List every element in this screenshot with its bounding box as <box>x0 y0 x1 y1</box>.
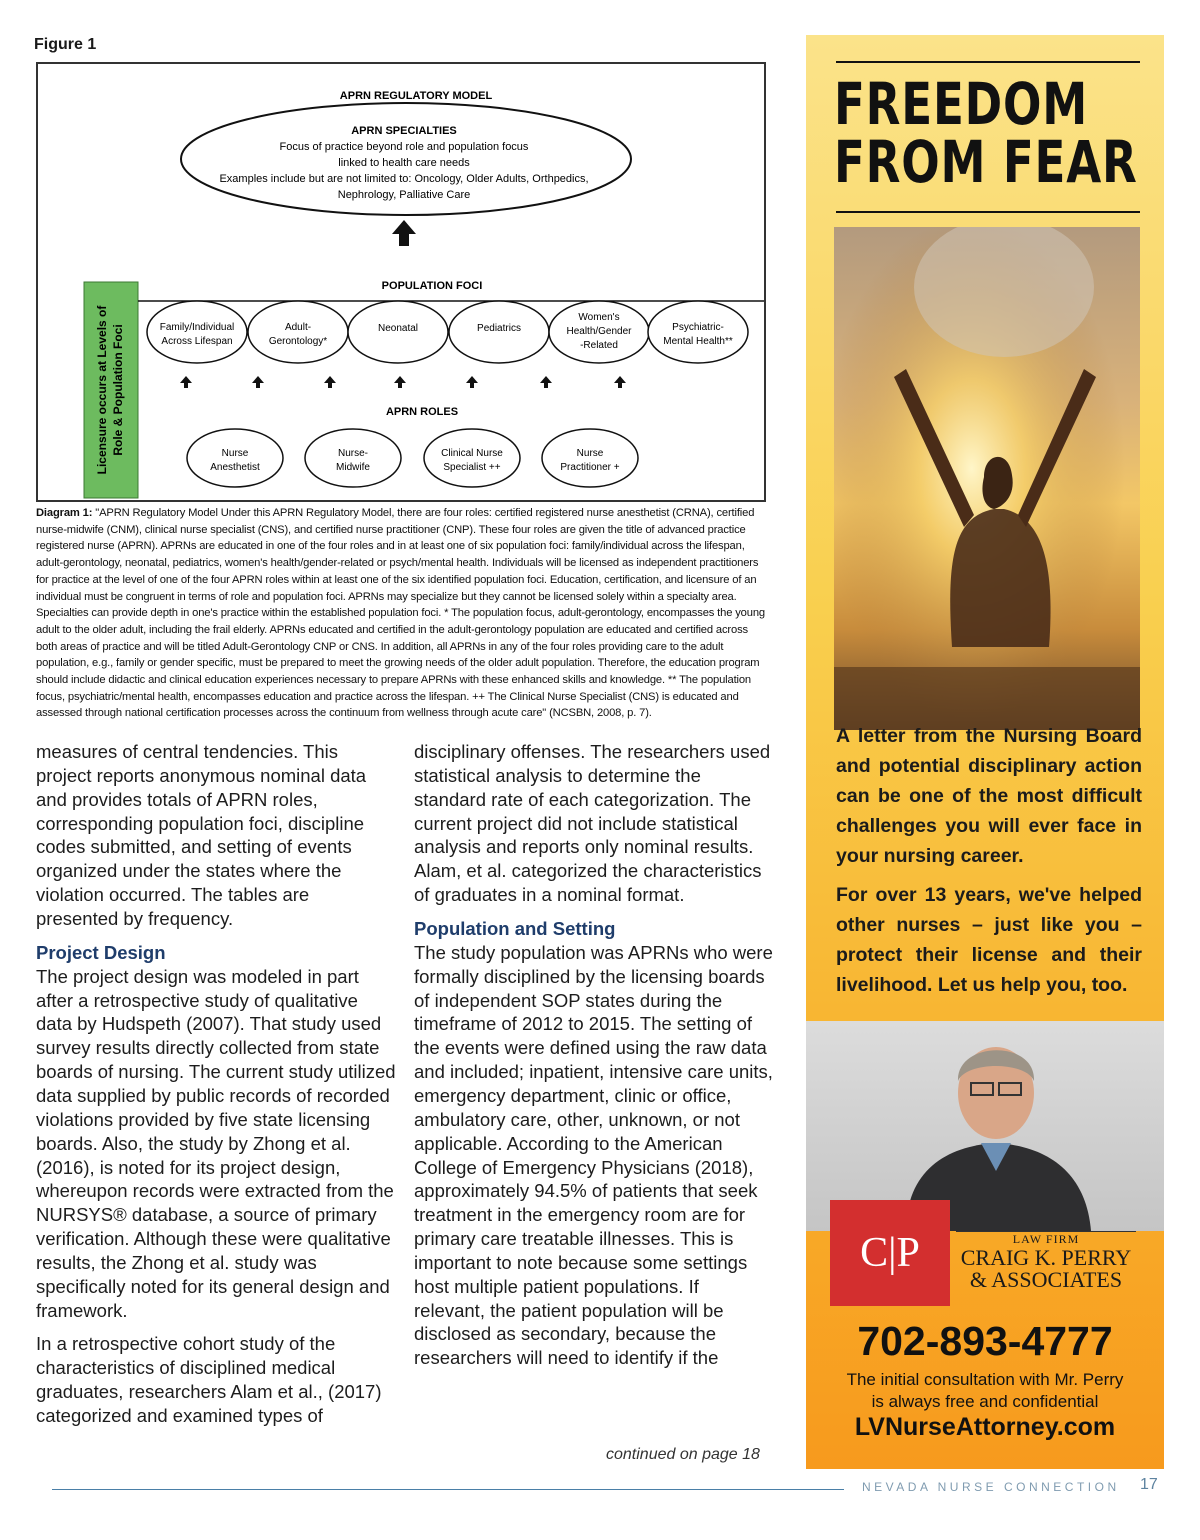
role-2 <box>305 429 401 487</box>
up-arrow-icon <box>540 376 552 388</box>
consultation-line1: The initial consultation with Mr. Perry <box>846 1370 1124 1389</box>
diagram-caption <box>36 505 768 722</box>
firm-name-line1: CRAIG K. PERRY <box>960 1245 1132 1270</box>
celebrating-nurse-photo <box>834 227 1140 730</box>
col2-paragraph-2: The study population was APRNs who were formally disciplined by the licensing boards of independent SOP states during the timeframe of 2012 to 2015. The setting of the events were defined using the raw data and included; inpatient, intensive care units, emergency department, clinic or office, ambulatory care, other, unknown, or not applicable. According to the American College of Emergency Physicians (2018), approximately 94.5% of patients that seek treatment in the emergency room are for primary care treatable illnesses. This is important to note because some settings host multiple patient populations. If relevant, the patient population will be disclosed as secondary, because the researchers will need to identify if the <box>414 941 773 1369</box>
firm-name-line2: & ASSOCIATES <box>969 1267 1123 1292</box>
col1-paragraph-1: measures of central tendencies. This project reports anonymous nominal data and provides totals of APRN roles, corresponding population foci, discipline codes submitted, and setting of events organized under the states where the violation occurred. The tables are presented by frequency. <box>36 741 367 929</box>
foci-5 <box>549 301 649 363</box>
publication-name: NEVADA NURSE CONNECTION <box>862 1480 1120 1494</box>
ad-top-rule <box>836 61 1140 63</box>
section-heading-project-design: Project Design <box>36 941 166 963</box>
specialties-line4: Nephrology, Palliative Care <box>337 189 471 201</box>
foci-6-l2: Mental Health** <box>663 336 733 347</box>
article-column-1 <box>36 740 396 1438</box>
up-arrow-large-icon <box>392 220 416 246</box>
section-heading-population-setting: Population and Setting <box>414 917 616 939</box>
page-number: 17 <box>1140 1476 1158 1493</box>
foci-2 <box>248 301 348 363</box>
small-arrows <box>180 376 626 388</box>
side-label-1: Licensure occurs at Levels of <box>95 305 109 475</box>
up-arrow-icon <box>466 376 478 388</box>
up-arrow-icon <box>252 376 264 388</box>
role-2-l2: Midwife <box>336 462 370 473</box>
figure-label: Figure 1 <box>34 36 97 53</box>
role-3-l2: Specialist ++ <box>443 462 501 473</box>
population-foci-label: POPULATION FOCI <box>381 280 483 292</box>
role-2-l1: Nurse- <box>337 448 369 459</box>
consultation-line2: is always free and confidential <box>871 1392 1099 1411</box>
foci-3 <box>348 301 448 363</box>
foci-2-l2: Gerontology* <box>268 336 328 347</box>
specialties-title: APRN SPECIALTIES <box>351 125 457 137</box>
foci-3-l1: Neonatal <box>377 323 419 334</box>
up-arrow-icon <box>394 376 406 388</box>
up-arrow-icon <box>324 376 336 388</box>
ad-body-text-1: A letter from the Nursing Board and potential disciplinary action can be one of the most difficult challenges you will ever face in your nursing career. <box>836 725 1142 867</box>
col1-paragraph-3: In a retrospective cohort study of the characteristics of disciplined medical graduates, researchers Alam et al., (2017) categorized and examined types of <box>36 1333 382 1426</box>
ad-body-text-2: For over 13 years, we've helped other nurses – just like you – protect their license and their livelihood. Let us help you, too. <box>836 884 1142 996</box>
website-link[interactable]: LVNurseAttorney.com <box>854 1413 1116 1441</box>
ad-headline-line1: FREEDOM <box>834 70 1089 138</box>
caption-text: "APRN Regulatory Model Under this APRN Regulatory Model, there are four roles: certified registered nurse anesthetist (CRNA), certified nurse-midwife (CNM), clinical nurse specialist (CNS), and certified nurse practitioner (CNP). These four roles are given the title of advanced practice registered nurse (APRN). APRNs are educated in one of the four roles and in at least one of six population foci: family/individual across the lifespan, adult-gerontology, neonatal, pediatrics, women's health/gender-related or psych/mental health. Individuals will be licensed as independent practitioners for practice at the level of one of the four APRN roles within at least one of the six identified population foci. Education, certification, and licensure of an individual must be congruent in terms of role and population foci. APRNs may specialize but they cannot be licensed solely within a specialty area. Specialties can provide depth in one's practice within the established population foci. * The population focus, adult-gerontology, encompasses the young adult to the older adult, including the frail elderly. APRNs educated and certified in the adult-gerontology population are educated and certified across both areas of practice and will be titled Adult-Gerontology CNP or CNS. In addition, all APRNs in any of the four roles providing care to the adult population, e.g., family or gender specific, must be prepared to meet the growing needs of the older adult population. Therefore, the education program should include didactic and clinical education experiences necessary to prepare APRNs with these enhanced skills and knowledge. ** The population focus, psychiatric/mental health, encompasses education and practice across the lifespan. ++ The Clinical Nurse Specialist (CNS) is educated and assessed through national certification processes across the continuum from wellness through acute care" (NCSBN, 2008, p. 7). <box>36 507 765 720</box>
role-3 <box>424 429 520 487</box>
side-label-2: Role & Population Foci <box>111 324 125 456</box>
continued-note: continued on page 18 <box>606 1446 760 1463</box>
foci-6-l1: Psychiatric- <box>672 322 724 333</box>
foci-2-l1: Adult- <box>284 322 312 333</box>
law-firm-advertisement[interactable] <box>806 35 1164 1469</box>
role-1 <box>187 429 283 487</box>
foci-1-l1: Family/Individual <box>159 322 235 333</box>
role-4-l1: Nurse <box>576 448 604 459</box>
ad-headline-line2: FROM FEAR <box>834 128 1138 196</box>
firm-name-block <box>956 1231 1136 1291</box>
consultation-note <box>806 1369 1164 1413</box>
role-3-l1: Clinical Nurse <box>441 448 503 459</box>
role-1-l2: Anesthetist <box>210 462 260 473</box>
cp-logo: C|P <box>830 1200 950 1306</box>
foci-5-l3: -Related <box>580 340 618 351</box>
specialties-line3: Examples include but are not limited to: Oncology, Older Adults, Orthpedics, <box>219 173 589 185</box>
footer-rule <box>52 1489 844 1490</box>
foci-6 <box>648 301 748 363</box>
phone-number[interactable]: 702-893-4777 <box>857 1318 1113 1364</box>
specialties-line1: Focus of practice beyond role and population focus <box>279 141 529 153</box>
role-4-l2: Practitioner + <box>560 462 620 473</box>
up-arrow-icon <box>180 376 192 388</box>
specialties-line2: linked to health care needs <box>338 157 470 169</box>
foci-1-l2: Across Lifespan <box>161 336 233 347</box>
foci-4 <box>449 301 549 363</box>
col1-paragraph-2: The project design was modeled in part after a retrospective study of qualitative data by Hudspeth (2007). That study used survey results directly collected from state boards of nursing. The current study utilized data supplied by public records of recorded violations provided by five state licensing boards. Also, the study by Zhong et al. (2016), is noted for its project design, whereupon records were extracted from the NURSYS® database, a source of primary verification. Although these were qualitative results, the Zhong et al. study was specifically noted for its general design and framework. <box>36 965 396 1321</box>
foci-4-l1: Pediatrics <box>477 323 521 334</box>
foci-1 <box>147 301 247 363</box>
ad-headline <box>834 70 1138 196</box>
foci-5-l1: Women's <box>578 312 620 323</box>
role-1-l1: Nurse <box>221 448 249 459</box>
aprn-diagram <box>36 62 766 502</box>
firm-label: LAW FIRM <box>956 1231 1136 1247</box>
up-arrow-icon <box>614 376 626 388</box>
role-4 <box>542 429 638 487</box>
diagram-title: APRN REGULATORY MODEL <box>339 90 493 102</box>
col2-paragraph-1: disciplinary offenses. The researchers used statistical analysis to determine the standard rate of each categorization. The current project did not include statistical analysis and reports only nominal results. Alam, et al. categorized the characteristics of graduates in a nominal format. <box>414 741 771 906</box>
roles-label: APRN ROLES <box>385 406 459 418</box>
ad-bottom-rule <box>836 211 1140 213</box>
foci-5-l2: Health/Gender <box>566 326 632 337</box>
caption-lead: Diagram 1: <box>36 507 93 519</box>
article-column-2 <box>414 740 774 1380</box>
